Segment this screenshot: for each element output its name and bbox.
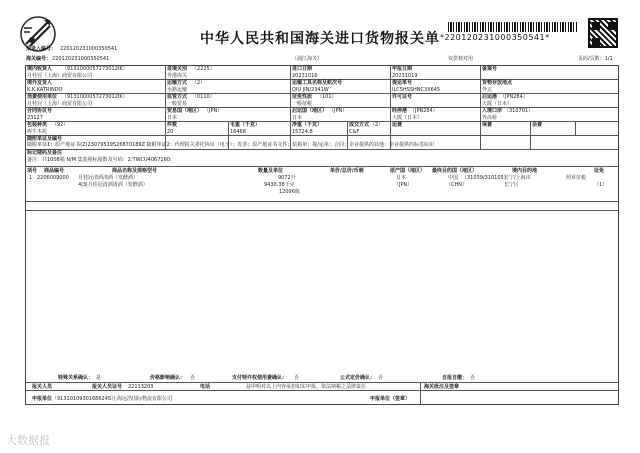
goods-header-price: 单价/总价/币制 [330,168,364,174]
formula-price: 否 [378,375,384,381]
entry-port-code: （2225） [192,66,215,72]
item-origin: 日本 [396,175,407,181]
net-weight: 15724.8 [292,129,313,135]
customs-number-label: 海关编号： [26,56,52,62]
goods-header-exempt: 征免 [594,168,605,174]
consignee-label: 境内收货人 [27,66,53,72]
insurance-label: 保费 [482,122,493,128]
pre-entry-number: 220120231000350541 [60,46,118,52]
item-domestic-code: （31039/310105） [462,175,509,181]
entry-border: 外高桥 [482,115,498,121]
price-impact: 否 [190,375,196,381]
import-date: 20231016 [292,73,318,79]
pre-entry-label: 预录入编号： [26,46,57,52]
misc-label: 杂费 [532,122,543,128]
storage: 外五 [482,87,493,93]
freight-label: 运费 [392,122,403,128]
declaring-unit-seal-label: 申报单位（签章） [370,396,411,402]
gross-weight-label: 毛重（千克） [230,122,261,128]
declaring-unit-name: 上海远浩国际物流有限公司 [112,396,173,402]
declare-date-label: 申报日期 [392,66,413,72]
item-domestic: 长宁/上海市 [504,175,531,181]
storage-label: 货物存放地点 [482,80,513,86]
customs-office: （浦江海关） [292,56,323,62]
declaration-form [25,65,619,405]
transit-port: 大阪（日本） [392,115,423,121]
departure-port: 大阪（日本） [482,101,513,107]
item-no: 1 [29,175,33,181]
special-relation-label: 特殊关系确认： [58,375,94,381]
documents-line: 随附单证1：原产地证书(Z)23079519526870189Z 随附单证2：代理报关委托协议（电子）；发票；原产地证书文件；装箱单；提/运单；合同；企业提供的其他；企业提供的标签标识 [27,142,434,148]
declarant-label: 报关人员 [32,384,53,390]
phone-label: 电话 [200,384,211,390]
shipper-label: 境外发货人 [27,80,53,86]
item-name: 月桂冠清酒清酒（发酵酒） [78,175,139,181]
barcode-text: *220120231000350541* [440,33,550,42]
levy: 一般征税 [292,101,313,107]
item-domestic-district: 长宁区 [504,182,520,188]
trade-country-label: 贸易国（地区） [167,108,203,114]
barcode [448,22,578,32]
item-dest-code: （CHN） [446,182,467,188]
consumer-label: 消费使用单位 [27,94,58,100]
transport-mode-label: 运输方式 [167,80,188,86]
item-hs-code: 2206009000 [37,175,69,181]
self-pay: 否 [470,375,476,381]
departure-port-label: 启运港 [482,94,498,100]
pieces-label: 件数 [167,122,178,128]
import-date-label: 进口日期 [292,66,313,72]
trade-country: 日本 [167,115,178,121]
item-exempt: 照章征税 [566,175,587,181]
levy-label: 征免性质 [292,94,313,100]
entry-border-label: 入境口岸 [482,108,503,114]
page-indicator: 页码/页数：1/1 [578,56,613,62]
record-no-label: 备案号 [482,66,498,72]
goods-header-origin: 原产国（地区） [390,168,426,174]
goods-header-no: 项号 [27,168,38,174]
consumer-code: （9131000057273012IK） [62,94,128,100]
deal: C&F [349,129,360,135]
legal-statement: 兹申明对以上内容承担如实申报、依法纳税之法律责任 [246,384,367,390]
declarant-id-label: 报关人员证号 [92,384,123,390]
trade-country-code: （JPN） [204,108,223,114]
goods-header-qty: 数量及单位 [258,168,284,174]
declare-date: 20231019 [392,73,418,79]
origin-country-code: （JPN） [329,108,348,114]
item-qty-bottles: 12096瓶 [279,189,300,195]
price-impact-label: 价格影响确认： [150,375,186,381]
goods-header-hs: 商品编号 [44,168,65,174]
bl-number: ILCSHSSHNC3X645 [392,87,441,93]
consumer-name: 月桂冠（上海）商贸有限公司 [27,101,93,107]
item-exempt-code: （1） [594,182,608,188]
customs-number: 220120231000350541 [52,56,110,62]
declaring-unit-label: 申报单位 [32,396,53,402]
royalty: 否 [294,375,300,381]
customs-note-label: 海关批注及签章 [424,384,460,390]
consignee-name: 月桂冠（上海）商贸有限公司 [27,73,93,79]
goods-header-domestic: 境内目的地 [512,168,538,174]
declaring-unit-code: （9131010930168624S） [52,396,117,402]
marks-line: 备注：共1008箱 N/M 集装箱标箱数及号码：2;TWCU4067160; [27,157,172,163]
watermark: 大数据报 [6,434,50,447]
net-weight-label: 净重（千克） [292,122,323,128]
gross-weight: 16468 [230,129,246,135]
levy-code: （101） [317,94,337,100]
shipper-name: K.K.KATRINDO [27,87,63,93]
pieces: 20 [167,129,174,135]
item-dest: 中国 [448,175,459,181]
entry-port: 外港海关 [167,73,188,79]
declarant-id: 22113203 [128,384,154,390]
transit-port-label: 经停港 [392,108,408,114]
transit-port-code: （JPN284） [410,108,438,114]
contract: 23127 [27,115,43,121]
supervision-label: 监管方式 [167,94,188,100]
bl-label: 提运单号 [392,80,413,86]
item-qty-volume: 9072升 [278,175,296,181]
qr-code-icon [588,18,618,48]
entry-port-label: 进境关别 [167,66,188,72]
vessel-label: 运输工具名称及航次号 [292,80,343,86]
packing-label: 包装种类 [27,122,48,128]
goods-header-dest: 最终目的国（地区） [432,168,478,174]
packing-code: （92） [52,122,69,128]
vessel: QIU JIN/2341W [292,87,329,93]
supervision: 一般贸易 [167,101,188,107]
document-title: 中华人民共和国海关进口货物报关单 [200,31,440,47]
origin-country-label: 启运国（地区） [292,108,328,114]
item-qty-weight: 9430.38千克 [264,182,295,188]
transport-mode-code: （2） [192,80,206,86]
self-pay-label: 自报自缴： [442,375,468,381]
packing: 再生木托 [27,129,48,135]
contract-label: 合同协议号 [27,108,53,114]
entry-border-code: （310701） [504,108,534,114]
goods-header-name: 商品名称及规格型号 [112,168,158,174]
formula-price-label: 公式定价确认： [340,375,376,381]
item-origin-code: （JPN） [394,182,413,188]
marks-label: 标记唛码及备注 [27,150,63,156]
departure-port-code: （JPN284） [500,94,528,100]
deal-label: 成交方式 [349,122,370,128]
license-label: 许可证号 [392,94,413,100]
deal-code: （2） [370,122,384,128]
documents-label: 随附单证及编号 [27,136,63,142]
supervision-code: （0110） [192,94,215,100]
transport-mode: 水路运输 [167,87,188,93]
royalty-label: 支付特许权使用费确认： [232,375,288,381]
origin-country: 日本 [292,115,303,121]
purpose-note: 仅供核对用 [448,56,474,62]
consignee-code: （9131000057273012IK） [62,66,128,72]
item-spec: 4|3|月桂冠清酒清酒（发酵酒） [78,182,148,188]
special-relation: 是 [96,375,102,381]
